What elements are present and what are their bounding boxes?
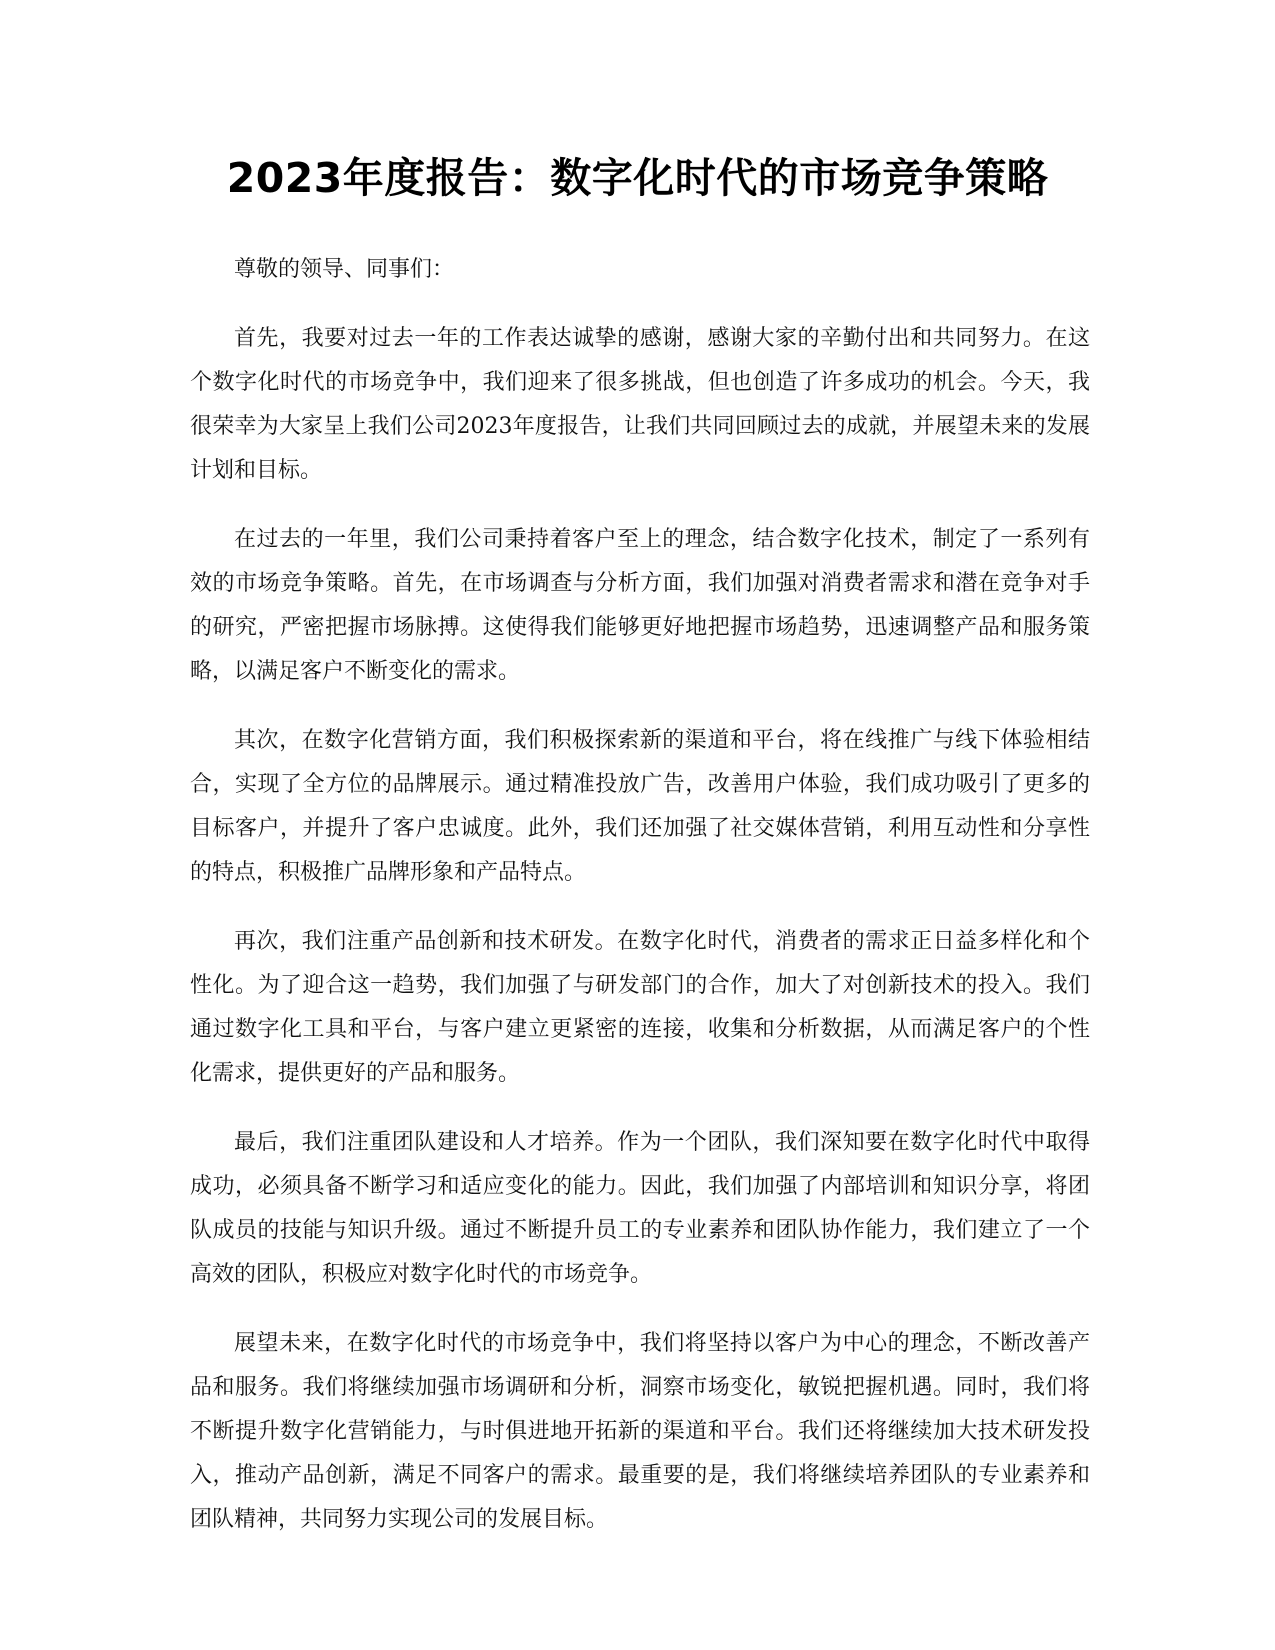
salutation: 尊敬的领导、同事们： (234, 257, 455, 282)
document-title: 2023年度报告：数字化时代的市场竞争策略 (226, 154, 1049, 202)
paragraph: 首先，我要对过去一年的工作表达诚挚的感谢，感谢大家的辛勤付出和共同努力。在这个数字化时代的市场竞争中，我们迎来了很多挑战，但也创造了许多成功的机会。今天，我很荣幸为大家呈上我们公司2023年度报告，让我们共同回顾过去的成就，并展望未来的发展计划和目标。 (190, 326, 1090, 483)
document-body (190, 248, 1090, 1567)
paragraph: 展望未来，在数字化时代的市场竞争中，我们将坚持以客户为中心的理念，不断改善产品和服务。我们将继续加强市场调研和分析，洞察市场变化，敏锐把握机遇。同时，我们将不断提升数字化营销能力，与时俱进地开拓新的渠道和平台。我们还将继续加大技术研发投入，推动产品创新，满足不同客户的需求。最重要的是，我们将继续培养团队的专业素养和团队精神，共同努力实现公司的发展目标。 (190, 1331, 1090, 1532)
paragraph: 在过去的一年里，我们公司秉持着客户至上的理念，结合数字化技术，制定了一系列有效的市场竞争策略。首先，在市场调查与分析方面，我们加强对消费者需求和潜在竞争对手的研究，严密把握市场脉搏。这使得我们能够更好地把握市场趋势，迅速调整产品和服务策略，以满足客户不断变化的需求。 (190, 527, 1090, 684)
paragraph: 再次，我们注重产品创新和技术研发。在数字化时代，消费者的需求正日益多样化和个性化。为了迎合这一趋势，我们加强了与研发部门的合作，加大了对创新技术的投入。我们通过数字化工具和平台，与客户建立更紧密的连接，收集和分析数据，从而满足客户的个性化需求，提供更好的产品和服务。 (190, 929, 1090, 1086)
paragraph: 其次，在数字化营销方面，我们积极探索新的渠道和平台，将在线推广与线下体验相结合，实现了全方位的品牌展示。通过精准投放广告，改善用户体验，我们成功吸引了更多的目标客户，并提升了客户忠诚度。此外，我们还加强了社交媒体营销，利用互动性和分享性的特点，积极推广品牌形象和产品特点。 (190, 728, 1090, 885)
paragraph: 最后，我们注重团队建设和人才培养。作为一个团队，我们深知要在数字化时代中取得成功，必须具备不断学习和适应变化的能力。因此，我们加强了内部培训和知识分享，将团队成员的技能与知识升级。通过不断提升员工的专业素养和团队协作能力，我们建立了一个高效的团队，积极应对数字化时代的市场竞争。 (190, 1130, 1090, 1287)
